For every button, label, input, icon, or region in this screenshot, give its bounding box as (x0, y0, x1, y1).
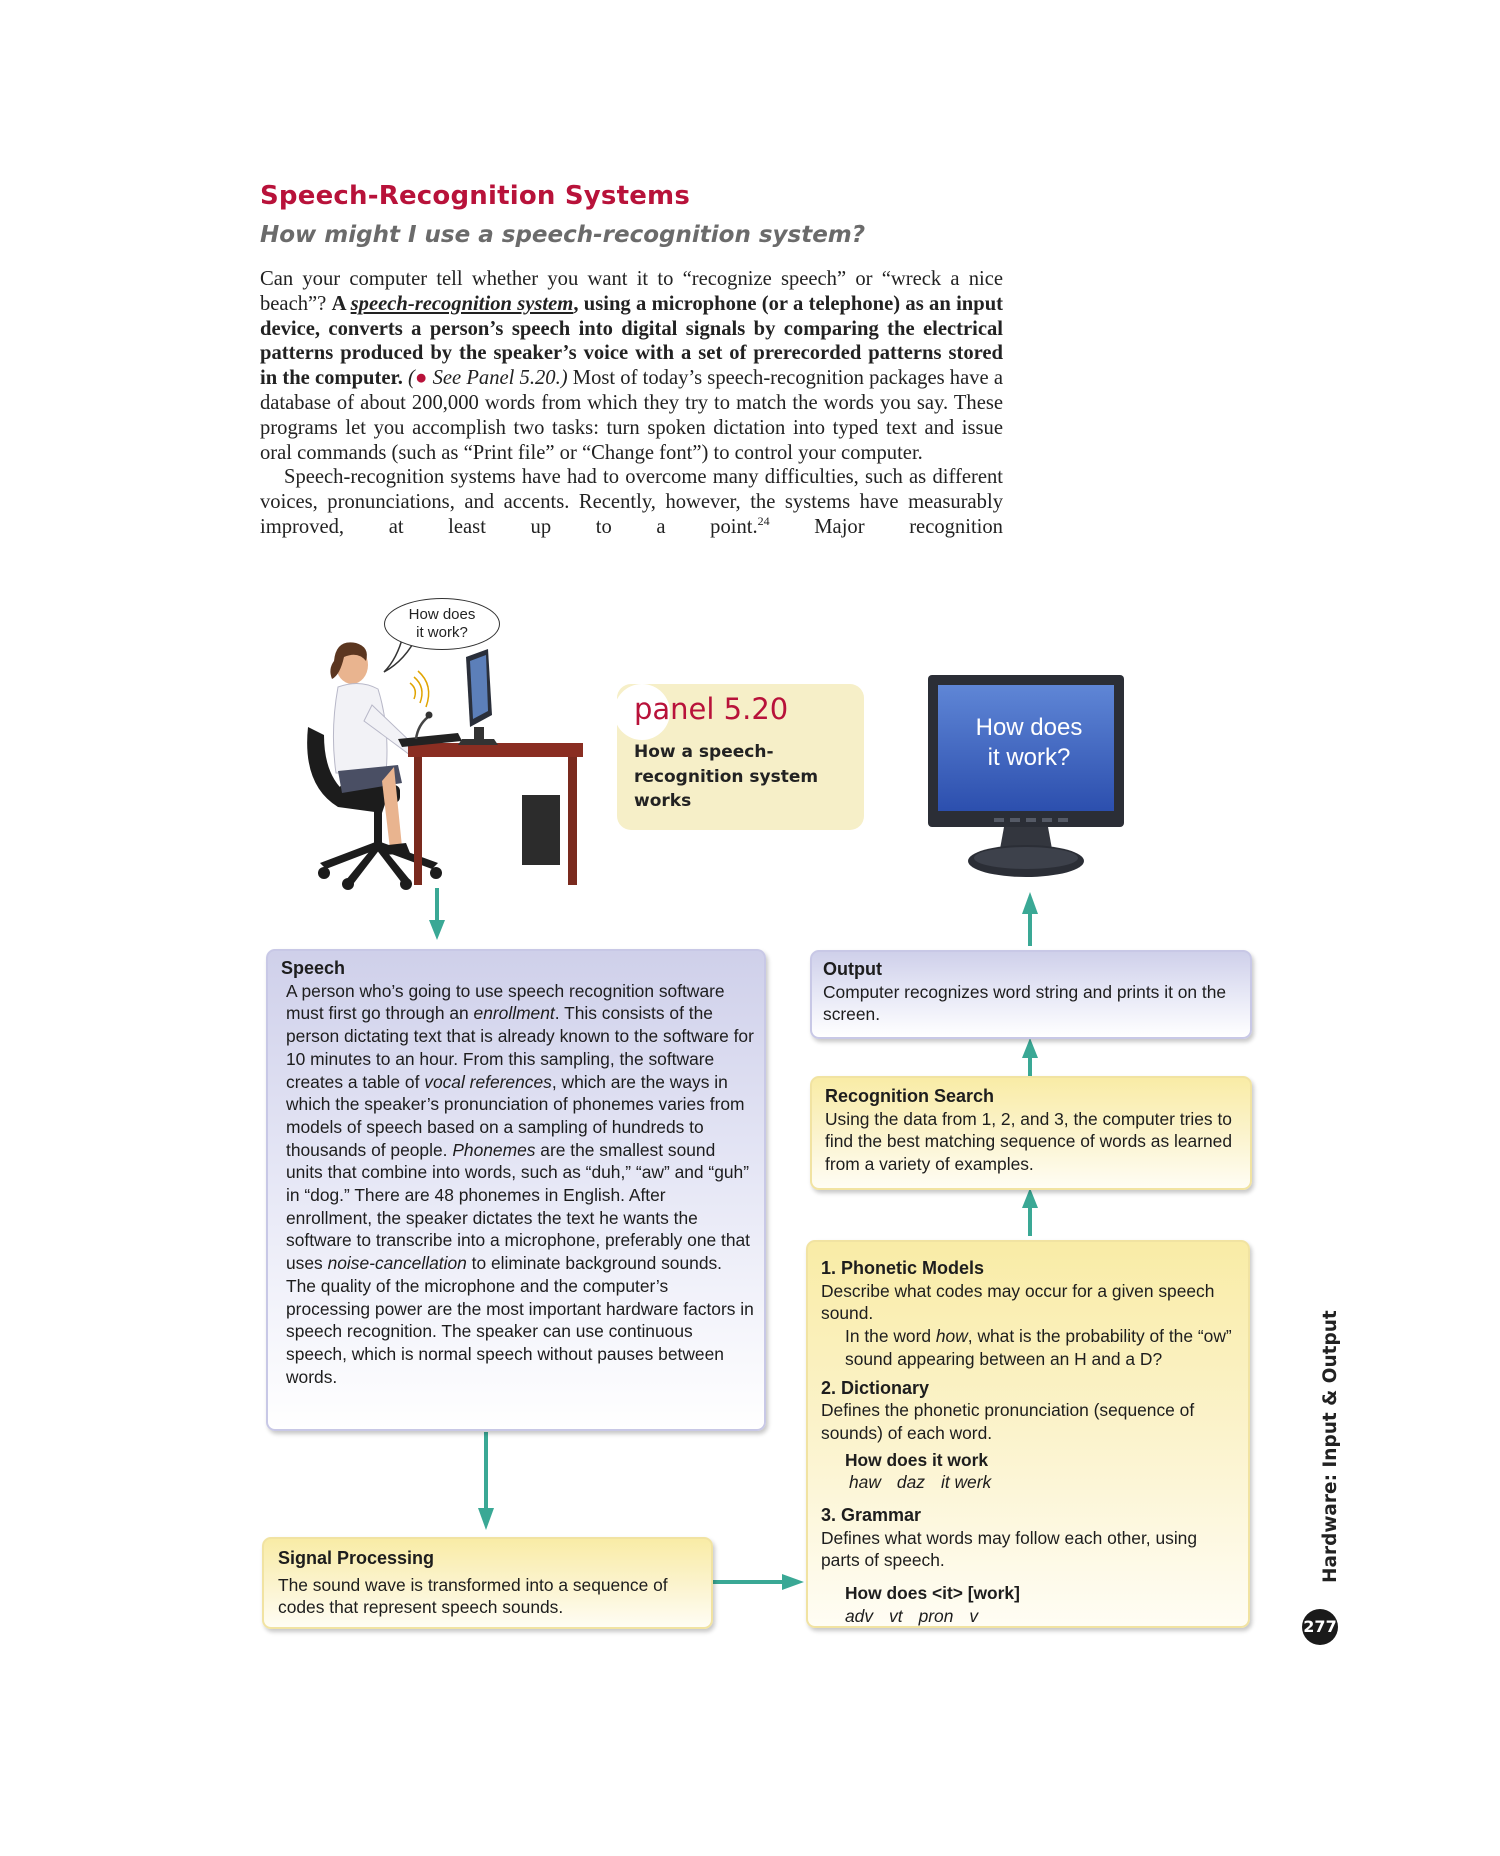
panel-title: How a speech-recognition system works (634, 742, 819, 811)
arrow-output-to-monitor (1028, 910, 1032, 946)
output-box-text: Computer recognizes word string and prints it on the screen. (823, 981, 1227, 1025)
paragraph-2: Speech-recognition systems have had to overcome many difficulties, such as different voices, pronunciations, and accents. Recently, however, the systems have measurably improved, at least up to a point.$^{24}$ Major recognition (260, 466, 1003, 538)
speech-box-text: A person who’s going to use speech recognition software must first go through an enrollment. This consists of the person dictating text that is already known to the software for 10 minutes to an hour. From this sampling, the software creates a table of vocal references, which are the ways in which the speaker’s pronunciation of phonemes varies from models of speech based on a sampling of hundreds to thousands of people. Phonemes are the smallest sound units that combine into words, such as “duh,” “aw” and “guh” in “dog.” There are 48 phonemes in English. After enrollment, the speaker dictates the text he wants the software to transcribe into a microphone, preferably one that uses noise-cancellation to eliminate background sounds. The quality of the microphone and the computer’s processing power are the most important hardware factors in speech recognition. The speaker can use continuous speech, which is normal speech without pauses between words. (286, 980, 754, 1387)
grammar-section: 3. Grammar Defines what words may follow each other, using parts of speech. How does <it> [work] adv vt pron v (821, 1504, 1238, 1628)
recognition-box-title: Recognition Search (825, 1086, 995, 1106)
recognition-search-box (810, 1076, 1252, 1190)
chapter-side-title: Hardware: Input & Output (1320, 1310, 1341, 1583)
output-box (810, 950, 1252, 1039)
speech-box-title: Speech (281, 958, 346, 978)
signal-box-title: Signal Processing (278, 1548, 435, 1568)
panel-reference[interactable]: (● See Panel 5.20.) (402, 367, 568, 390)
phonetic-models-section: 1. Phonetic Models Describe what codes may occur for a given speech sound. In the word how, what is the probability of the “ow” sound appearing between an H and a D? (821, 1257, 1238, 1371)
dictionary-phonetics: haw daz it werk (849, 1472, 992, 1493)
speech-bubble: How does it work? (384, 598, 500, 650)
output-box-title: Output (823, 959, 882, 979)
arrow-speech-to-signal (484, 1432, 488, 1516)
signal-processing-box (262, 1537, 713, 1629)
dictionary-example: How does it work (845, 1449, 989, 1470)
footnote-marker[interactable]: 24 (757, 514, 770, 529)
key-term: speech-recognition system (350, 292, 574, 315)
section-heading: Speech-Recognition Systems (260, 181, 691, 211)
paragraph-1: Can your computer tell whether you want it to “recognize speech” or “wreck a nice beach”? A speech-recognition system, using a microphone (or a telephone) as an input device, converts a person’s speech into digital signals by comparing the electrical patterns produced by the speaker’s voice with a set of prerecorded patterns stored in the computer. (● See Panel 5.20.) Most of today’s speech-recognition packages have a database of about 200,000 words from which they try to match the words you say. These programs let you accomplish two tasks: turn spoken dictation into typed text and issue oral commands (such as “Print file” or “Change font”) to control your computer. (260, 268, 1004, 464)
speech-box (266, 949, 766, 1431)
bullet-icon: ● (414, 367, 428, 390)
grammar-example: How does <it> [work] (845, 1583, 1020, 1604)
monitor-screen-text: How does it work? (975, 714, 1083, 771)
dictionary-section: 2. Dictionary Defines the phonetic pronunciation (sequence of sounds) of each word. How does it work haw daz it werk (821, 1377, 1238, 1495)
recognition-box-text: Using the data from 1, 2, and 3, the computer tries to find the best matching sequence of words as learned from a variety of examples. (825, 1108, 1232, 1175)
page-number: 277 (1302, 1609, 1338, 1645)
arrow-signal-to-models (713, 1580, 789, 1584)
phonetic-example: In the word how, what is the probability of the “ow” sound appearing between an H and a D? (845, 1326, 1232, 1369)
grammar-parts-of-speech: adv vt pron v (845, 1605, 979, 1626)
panel-number: panel 5.20 (634, 692, 789, 726)
section-subheading: How might I use a speech-recognition system? (260, 222, 866, 248)
models-box (806, 1240, 1250, 1628)
signal-box-text: The sound wave is transformed into a sequence of codes that represent speech sounds. (278, 1574, 668, 1618)
